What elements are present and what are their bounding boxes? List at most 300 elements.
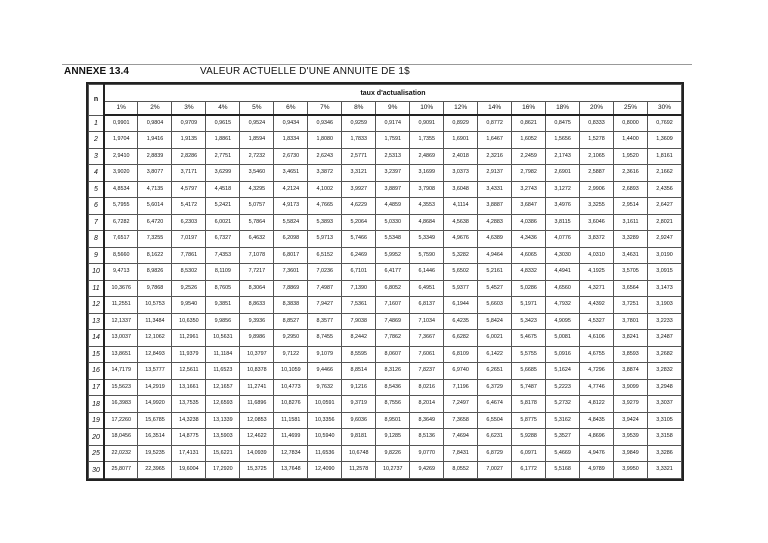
value-cell: 10,6748	[342, 445, 376, 462]
value-cell: 5,4675	[512, 330, 546, 347]
value-cell: 10,3676	[104, 280, 138, 297]
value-cell: 3,3158	[648, 429, 682, 446]
value-cell: 8,3577	[308, 313, 342, 330]
value-cell: 13,5903	[206, 429, 240, 446]
value-cell: 4,9676	[444, 231, 478, 248]
value-cell: 8,5436	[376, 379, 410, 396]
value-cell: 9,1285	[376, 429, 410, 446]
table-row	[89, 363, 682, 380]
value-cell: 5,3282	[444, 247, 478, 264]
value-cell: 4,5638	[444, 214, 478, 231]
value-cell: 1,6901	[444, 132, 478, 149]
value-cell: 6,8729	[478, 445, 512, 462]
value-cell: 0,9709	[172, 115, 206, 132]
value-cell: 5,5168	[546, 462, 580, 479]
value-cell: 3,9424	[614, 412, 648, 429]
table-row	[89, 115, 682, 132]
value-cell: 5,3349	[410, 231, 444, 248]
value-cell: 8,8514	[342, 363, 376, 380]
value-cell: 7,7217	[240, 264, 274, 281]
table-header-row	[89, 85, 682, 102]
value-cell: 5,7590	[410, 247, 444, 264]
value-cell: 9,4713	[104, 264, 138, 281]
period-cell: 30	[89, 462, 105, 479]
value-cell: 5,6603	[478, 297, 512, 314]
value-cell: 10,0591	[308, 396, 342, 413]
value-cell: 5,5824	[274, 214, 308, 231]
value-cell: 7,1196	[444, 379, 478, 396]
value-cell: 9,7868	[138, 280, 172, 297]
value-cell: 4,6065	[512, 247, 546, 264]
value-cell: 5,3162	[546, 412, 580, 429]
value-cell: 10,5940	[308, 429, 342, 446]
table-row	[89, 379, 682, 396]
value-cell: 0,8000	[614, 115, 648, 132]
value-cell: 22,3965	[138, 462, 172, 479]
value-cell: 16,3514	[138, 429, 172, 446]
rate-header: 3%	[172, 102, 206, 116]
value-cell: 4,2124	[274, 181, 308, 198]
value-cell: 1,5656	[546, 132, 580, 149]
table-row	[89, 148, 682, 165]
header-rule	[62, 64, 692, 65]
value-cell: 10,4773	[274, 379, 308, 396]
value-cell: 2,8839	[138, 148, 172, 165]
table-row	[89, 445, 682, 462]
value-cell: 5,9288	[512, 429, 546, 446]
period-cell: 25	[89, 445, 105, 462]
value-cell: 14,2919	[138, 379, 172, 396]
value-cell: 11,6523	[206, 363, 240, 380]
value-cell: 3,3286	[648, 445, 682, 462]
value-cell: 4,6229	[342, 198, 376, 215]
value-cell: 9,8226	[376, 445, 410, 462]
value-cell: 6,7101	[342, 264, 376, 281]
value-cell: 3,9099	[614, 379, 648, 396]
value-cell: 4,3030	[546, 247, 580, 264]
value-cell: 1,3609	[648, 132, 682, 149]
period-cell: 3	[89, 148, 105, 165]
value-cell: 4,8122	[580, 396, 614, 413]
value-cell: 0,9615	[206, 115, 240, 132]
value-cell: 9,9540	[172, 297, 206, 314]
table-row	[89, 297, 682, 314]
value-cell: 2,6427	[648, 198, 682, 215]
value-cell: 6,8137	[410, 297, 444, 314]
value-cell: 4,4859	[376, 198, 410, 215]
value-cell: 3,2233	[648, 313, 682, 330]
value-cell: 3,0915	[648, 264, 682, 281]
value-cell: 3,6046	[580, 214, 614, 231]
value-cell: 5,0081	[546, 330, 580, 347]
value-cell: 3,6564	[614, 280, 648, 297]
value-cell: 5,8775	[512, 412, 546, 429]
value-cell: 3,0373	[444, 165, 478, 182]
value-cell: 5,7466	[342, 231, 376, 248]
annuity-table	[88, 84, 682, 479]
value-cell: 7,8869	[274, 280, 308, 297]
page-title: VALEUR ACTUELLE D'UNE ANNUITE DE 1$	[200, 66, 410, 77]
value-cell: 1,6052	[512, 132, 546, 149]
value-cell: 11,1581	[274, 412, 308, 429]
value-cell: 2,9137	[478, 165, 512, 182]
period-cell: 2	[89, 132, 105, 149]
value-cell: 6,4235	[444, 313, 478, 330]
rate-header: 16%	[512, 102, 546, 116]
rate-header: 20%	[580, 102, 614, 116]
value-cell: 7,4694	[444, 429, 478, 446]
value-cell: 17,4131	[172, 445, 206, 462]
value-cell: 0,8621	[512, 115, 546, 132]
value-cell: 6,4177	[376, 264, 410, 281]
value-cell: 14,8775	[172, 429, 206, 446]
value-cell: 6,7327	[206, 231, 240, 248]
value-cell: 4,0776	[546, 231, 580, 248]
value-cell: 3,8887	[478, 198, 512, 215]
annex-label: ANNEXE 13.4	[64, 66, 130, 77]
value-cell: 5,4172	[172, 198, 206, 215]
period-cell: 10	[89, 264, 105, 281]
value-cell: 4,1002	[308, 181, 342, 198]
value-cell: 16,3983	[104, 396, 138, 413]
value-cell: 7,3658	[444, 412, 478, 429]
value-cell: 15,3725	[240, 462, 274, 479]
value-cell: 8,5595	[342, 346, 376, 363]
value-cell: 1,7355	[410, 132, 444, 149]
value-cell: 7,1034	[410, 313, 444, 330]
value-cell: 6,6282	[444, 330, 478, 347]
value-cell: 13,1661	[172, 379, 206, 396]
value-cell: 2,4869	[410, 148, 444, 165]
value-cell: 4,7932	[546, 297, 580, 314]
value-cell: 6,3729	[478, 379, 512, 396]
value-cell: 9,7632	[308, 379, 342, 396]
value-cell: 11,2551	[104, 297, 138, 314]
value-cell: 9,3851	[206, 297, 240, 314]
value-cell: 4,1925	[580, 264, 614, 281]
value-cell: 15,6221	[206, 445, 240, 462]
value-cell: 2,7232	[240, 148, 274, 165]
value-cell: 6,7282	[104, 214, 138, 231]
value-cell: 0,7692	[648, 115, 682, 132]
value-cell: 3,8241	[614, 330, 648, 347]
value-cell: 2,8021	[648, 214, 682, 231]
period-cell: 20	[89, 429, 105, 446]
value-cell: 17,2260	[104, 412, 138, 429]
period-cell: 11	[89, 280, 105, 297]
value-cell: 2,1662	[648, 165, 682, 182]
rate-group-header: taux d'actualisation	[104, 85, 682, 102]
period-cell: 8	[89, 231, 105, 248]
value-cell: 6,1446	[410, 264, 444, 281]
value-cell: 11,6896	[240, 396, 274, 413]
period-cell: 13	[89, 313, 105, 330]
value-cell: 2,6730	[274, 148, 308, 165]
value-cell: 8,5302	[172, 264, 206, 281]
value-cell: 3,3289	[614, 231, 648, 248]
rate-header: 30%	[648, 102, 682, 116]
value-cell: 4,9476	[580, 445, 614, 462]
value-cell: 4,9095	[546, 313, 580, 330]
value-cell: 3,8593	[614, 346, 648, 363]
value-cell: 19,5235	[138, 445, 172, 462]
value-cell: 4,8534	[104, 181, 138, 198]
value-cell: 6,9740	[444, 363, 478, 380]
value-cell: 0,9091	[410, 115, 444, 132]
value-cell: 2,6243	[308, 148, 342, 165]
value-cell: 5,8178	[512, 396, 546, 413]
value-cell: 17,2920	[206, 462, 240, 479]
value-cell: 5,1971	[512, 297, 546, 314]
value-cell: 7,1607	[376, 297, 410, 314]
value-cell: 8,0552	[444, 462, 478, 479]
value-cell: 8,5660	[104, 247, 138, 264]
value-cell: 1,8161	[648, 148, 682, 165]
value-cell: 6,2303	[172, 214, 206, 231]
value-cell: 5,3423	[512, 313, 546, 330]
value-cell: 3,3872	[308, 165, 342, 182]
value-cell: 8,8633	[240, 297, 274, 314]
value-cell: 3,9279	[614, 396, 648, 413]
value-cell: 8,2014	[410, 396, 444, 413]
value-cell: 7,6061	[410, 346, 444, 363]
value-cell: 0,8929	[444, 115, 478, 132]
value-cell: 8,3649	[410, 412, 444, 429]
period-cell: 5	[89, 181, 105, 198]
value-cell: 8,3838	[274, 297, 308, 314]
value-cell: 4,8332	[512, 264, 546, 281]
value-cell: 2,1065	[580, 148, 614, 165]
value-cell: 6,0971	[512, 445, 546, 462]
value-cell: 7,4869	[376, 313, 410, 330]
value-cell: 1,8594	[240, 132, 274, 149]
value-cell: 3,8372	[580, 231, 614, 248]
value-cell: 3,1611	[614, 214, 648, 231]
value-cell: 4,3271	[580, 280, 614, 297]
annuity-table-frame	[86, 82, 684, 481]
value-cell: 9,4269	[410, 462, 444, 479]
value-cell: 0,9174	[376, 115, 410, 132]
value-cell: 12,4622	[240, 429, 274, 446]
value-cell: 10,5753	[138, 297, 172, 314]
value-cell: 0,8772	[478, 115, 512, 132]
value-cell: 6,8109	[444, 346, 478, 363]
rate-header: 4%	[206, 102, 240, 116]
value-cell: 12,6593	[206, 396, 240, 413]
value-cell: 9,4466	[308, 363, 342, 380]
value-cell: 7,3667	[410, 330, 444, 347]
table-row	[89, 165, 682, 182]
value-cell: 5,9713	[308, 231, 342, 248]
value-cell: 0,9901	[104, 115, 138, 132]
table-row	[89, 396, 682, 413]
value-cell: 14,7179	[104, 363, 138, 380]
value-cell: 4,4392	[580, 297, 614, 314]
value-cell: 12,5611	[172, 363, 206, 380]
value-cell: 7,3255	[138, 231, 172, 248]
value-cell: 7,6517	[104, 231, 138, 248]
value-cell: 8,1109	[206, 264, 240, 281]
value-cell: 2,9410	[104, 148, 138, 165]
value-cell: 7,5361	[342, 297, 376, 314]
value-cell: 4,3553	[410, 198, 444, 215]
value-cell: 3,9950	[614, 462, 648, 479]
value-cell: 11,3484	[138, 313, 172, 330]
value-cell: 15,6785	[138, 412, 172, 429]
rate-header: 12%	[444, 102, 478, 116]
value-cell: 13,7648	[274, 462, 308, 479]
value-cell: 6,4632	[240, 231, 274, 248]
value-cell: 1,6467	[478, 132, 512, 149]
value-cell: 1,9520	[614, 148, 648, 165]
value-cell: 5,8424	[478, 313, 512, 330]
value-cell: 3,7171	[172, 165, 206, 182]
value-cell: 6,6231	[478, 429, 512, 446]
value-cell: 1,8080	[308, 132, 342, 149]
table-row	[89, 231, 682, 248]
value-cell: 13,0037	[104, 330, 138, 347]
value-cell: 3,8897	[376, 181, 410, 198]
rate-header: 18%	[546, 102, 580, 116]
value-cell: 1,9416	[138, 132, 172, 149]
value-cell: 5,2064	[342, 214, 376, 231]
value-cell: 3,3121	[342, 165, 376, 182]
period-cell: 17	[89, 379, 105, 396]
value-cell: 2,6901	[546, 165, 580, 182]
table-row	[89, 346, 682, 363]
value-cell: 7,4987	[308, 280, 342, 297]
value-cell: 4,2883	[478, 214, 512, 231]
value-cell: 1,8334	[274, 132, 308, 149]
period-cell: 19	[89, 412, 105, 429]
value-cell: 3,9849	[614, 445, 648, 462]
value-cell: 10,3797	[240, 346, 274, 363]
value-cell: 6,0021	[478, 330, 512, 347]
table-row	[89, 181, 682, 198]
value-cell: 3,8874	[614, 363, 648, 380]
value-cell: 5,0757	[240, 198, 274, 215]
value-cell: 19,6004	[172, 462, 206, 479]
value-cell: 8,3126	[376, 363, 410, 380]
value-cell: 9,9856	[206, 313, 240, 330]
value-cell: 4,7296	[580, 363, 614, 380]
value-cell: 5,4669	[546, 445, 580, 462]
value-cell: 10,2737	[376, 462, 410, 479]
value-cell: 2,7751	[206, 148, 240, 165]
value-cell: 3,1699	[410, 165, 444, 182]
value-cell: 3,7801	[614, 313, 648, 330]
value-cell: 2,3216	[478, 148, 512, 165]
value-cell: 6,1944	[444, 297, 478, 314]
value-cell: 2,3616	[614, 165, 648, 182]
value-cell: 4,7135	[138, 181, 172, 198]
value-cell: 3,1903	[648, 297, 682, 314]
value-cell: 3,4331	[478, 181, 512, 198]
value-cell: 4,3295	[240, 181, 274, 198]
value-cell: 3,2682	[648, 346, 682, 363]
value-cell: 4,6755	[580, 346, 614, 363]
value-cell: 22,0232	[104, 445, 138, 462]
value-cell: 8,2442	[342, 330, 376, 347]
value-cell: 2,1743	[546, 148, 580, 165]
period-cell: 15	[89, 346, 105, 363]
n-column-header: n	[89, 85, 105, 116]
table-row	[89, 264, 682, 281]
value-cell: 3,6048	[444, 181, 478, 198]
value-cell: 25,8077	[104, 462, 138, 479]
value-cell: 3,1272	[546, 181, 580, 198]
value-cell: 5,2732	[546, 396, 580, 413]
period-cell: 16	[89, 363, 105, 380]
value-cell: 3,8115	[546, 214, 580, 231]
value-cell: 8,9501	[376, 412, 410, 429]
value-cell: 4,6106	[580, 330, 614, 347]
value-cell: 9,6036	[342, 412, 376, 429]
rate-header: 9%	[376, 102, 410, 116]
value-cell: 14,3238	[172, 412, 206, 429]
value-cell: 14,9920	[138, 396, 172, 413]
period-cell: 4	[89, 165, 105, 182]
value-cell: 1,8861	[206, 132, 240, 149]
value-cell: 0,8333	[580, 115, 614, 132]
value-cell: 7,8431	[444, 445, 478, 462]
value-cell: 5,9377	[444, 280, 478, 297]
value-cell: 4,5327	[580, 313, 614, 330]
value-cell: 12,7834	[274, 445, 308, 462]
value-cell: 8,9826	[138, 264, 172, 281]
value-cell: 7,9427	[308, 297, 342, 314]
value-cell: 4,6560	[546, 280, 580, 297]
value-cell: 12,4090	[308, 462, 342, 479]
period-cell: 18	[89, 396, 105, 413]
value-cell: 7,0236	[308, 264, 342, 281]
value-cell: 2,9906	[580, 181, 614, 198]
value-cell: 3,4976	[546, 198, 580, 215]
value-cell: 4,4518	[206, 181, 240, 198]
value-cell: 10,8378	[240, 363, 274, 380]
value-cell: 5,2223	[546, 379, 580, 396]
value-cell: 3,6847	[512, 198, 546, 215]
value-cell: 1,5278	[580, 132, 614, 149]
value-cell: 3,2948	[648, 379, 682, 396]
rate-header: 1%	[104, 102, 138, 116]
table-row	[89, 462, 682, 479]
value-cell: 1,9704	[104, 132, 138, 149]
value-cell: 3,9020	[104, 165, 138, 182]
value-cell: 7,9038	[342, 313, 376, 330]
value-cell: 4,8435	[580, 412, 614, 429]
value-cell: 8,7455	[308, 330, 342, 347]
value-cell: 4,9173	[274, 198, 308, 215]
value-cell: 7,1078	[240, 247, 274, 264]
value-cell: 6,2469	[342, 247, 376, 264]
value-cell: 3,8077	[138, 165, 172, 182]
value-cell: 3,3255	[580, 198, 614, 215]
value-cell: 11,6536	[308, 445, 342, 462]
value-cell: 8,8527	[274, 313, 308, 330]
value-cell: 7,2497	[444, 396, 478, 413]
value-cell: 2,6893	[614, 181, 648, 198]
value-cell: 7,1390	[342, 280, 376, 297]
value-cell: 13,1339	[206, 412, 240, 429]
value-cell: 6,4720	[138, 214, 172, 231]
value-cell: 8,0607	[376, 346, 410, 363]
value-cell: 4,6389	[478, 231, 512, 248]
value-cell: 8,7605	[206, 280, 240, 297]
rate-header: 2%	[138, 102, 172, 116]
table-row	[89, 198, 682, 215]
value-cell: 9,8986	[240, 330, 274, 347]
